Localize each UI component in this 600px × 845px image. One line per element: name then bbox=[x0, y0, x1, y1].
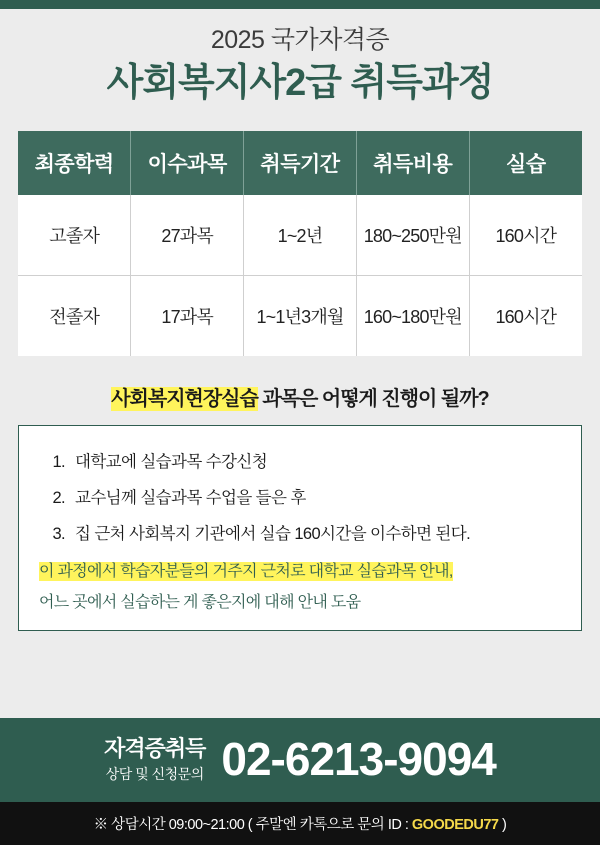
info-table-container bbox=[18, 131, 582, 356]
cell-practicum: 160시간 bbox=[469, 195, 582, 276]
info-table-body bbox=[18, 195, 582, 356]
table-row bbox=[18, 275, 582, 356]
top-accent-bar bbox=[0, 0, 600, 9]
contact-banner[interactable] bbox=[0, 718, 600, 802]
header-subtitle: 2025 국가자격증 bbox=[210, 26, 390, 54]
note-line-2: 어느 곳에서 실습하는 게 좋은지에 대해 안내 도움 bbox=[39, 593, 361, 611]
list-item: 3. 집 근처 사회복지 기관에서 실습 160시간을 이수하면 된다. bbox=[69, 520, 561, 544]
steps-note bbox=[39, 558, 561, 612]
footer-prefix: ※ 상담시간 09:00~21:00 ( 주말엔 카톡으로 문의 ID : bbox=[93, 817, 412, 833]
contact-phone-number[interactable]: 02-6213-9094 bbox=[221, 733, 496, 785]
kakao-id: GOODEDU77 bbox=[411, 817, 499, 833]
cell-education: 고졸자 bbox=[18, 195, 131, 276]
question-highlight: 사회복지현장실습 bbox=[111, 387, 258, 410]
column-header-practicum: 실습 bbox=[469, 131, 582, 195]
column-header-duration: 취득기간 bbox=[244, 131, 357, 195]
header-title: 사회복지사2급 취득과정 bbox=[106, 62, 494, 104]
cell-courses: 27과목 bbox=[131, 195, 244, 276]
column-header-courses: 이수과목 bbox=[131, 131, 244, 195]
question-heading bbox=[0, 382, 600, 411]
table-row bbox=[18, 195, 582, 276]
question-rest: 과목은 어떻게 진행이 될까? bbox=[257, 387, 489, 410]
contact-label-line-2: 상담 및 신청문의 bbox=[105, 765, 204, 782]
cell-cost: 180~250만원 bbox=[356, 195, 469, 276]
poster-header bbox=[0, 9, 600, 117]
list-item: 2. 교수님께 실습과목 수업을 들은 후 bbox=[69, 484, 561, 508]
footer-suffix: ) bbox=[498, 817, 507, 833]
column-header-cost: 취득비용 bbox=[356, 131, 469, 195]
cell-duration: 1~2년 bbox=[244, 195, 357, 276]
layout-spacer bbox=[0, 631, 600, 718]
column-header-education: 최종학력 bbox=[18, 131, 131, 195]
steps-list bbox=[43, 448, 561, 544]
table-header-row bbox=[18, 131, 582, 195]
contact-label bbox=[104, 735, 205, 783]
cell-practicum: 160시간 bbox=[469, 275, 582, 356]
list-item: 1. 대학교에 실습과목 수강신청 bbox=[69, 448, 561, 472]
steps-box bbox=[18, 425, 582, 631]
footer-bar bbox=[0, 802, 600, 845]
cell-duration: 1~1년3개월 bbox=[244, 275, 357, 356]
cell-cost: 160~180만원 bbox=[356, 275, 469, 356]
note-line-1: 이 과정에서 학습자분들의 거주지 근처로 대학교 실습과목 안내, bbox=[39, 562, 453, 580]
contact-label-line-1: 자격증취득 bbox=[104, 736, 206, 761]
cell-courses: 17과목 bbox=[131, 275, 244, 356]
cell-education: 전졸자 bbox=[18, 275, 131, 356]
info-table-head bbox=[18, 131, 582, 195]
info-table bbox=[18, 131, 582, 356]
